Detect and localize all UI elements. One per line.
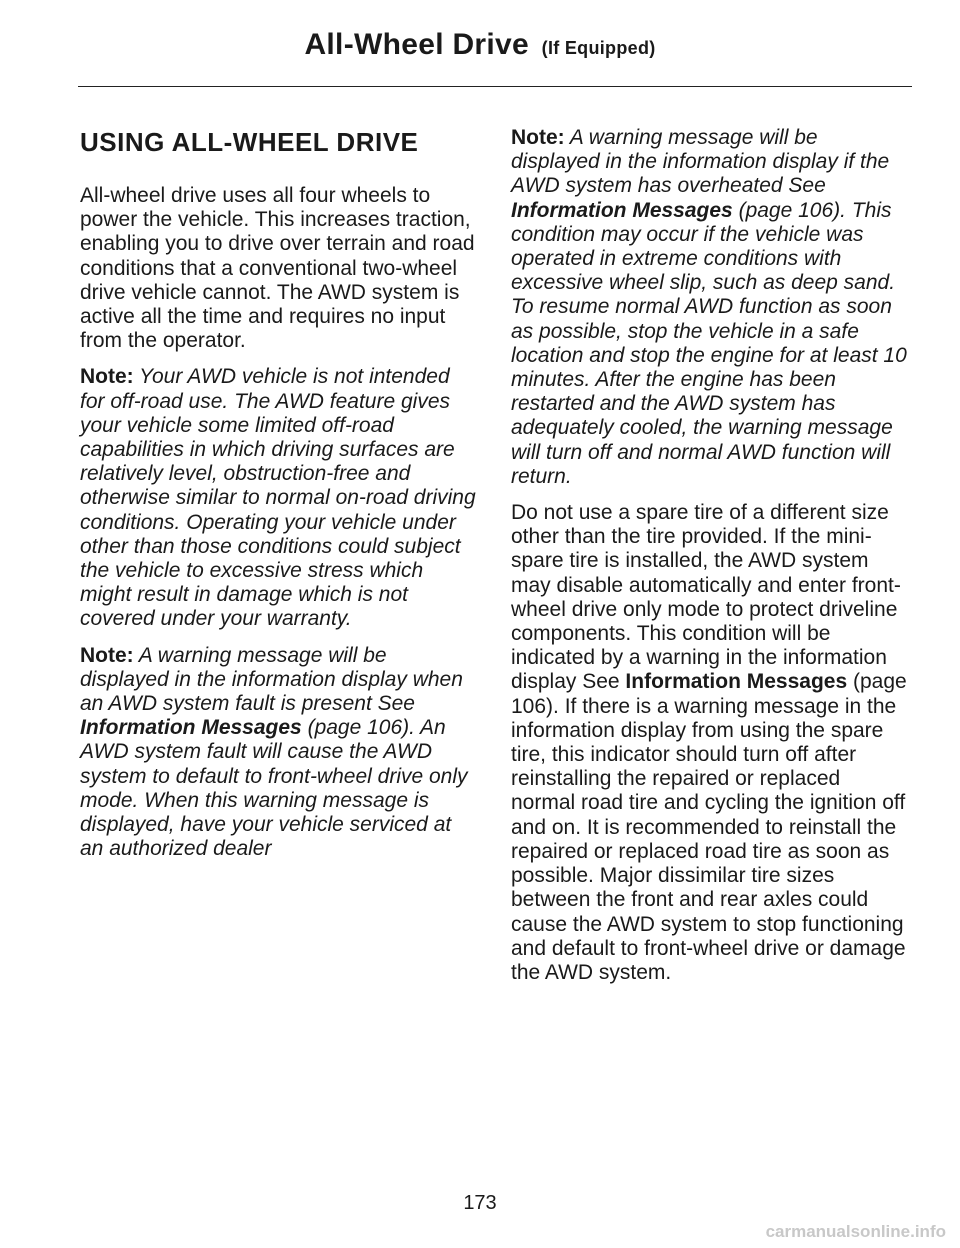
paragraph-text: Do not use a spare tire of a different size other than the tire provided. If the mini-spare tire is installed, the AWD system may disable automatically and enter front-wheel drive only mode to protect driveline components. This condition will be indicated by a warning in the information display See xyxy=(511,501,901,694)
intro-paragraph: All-wheel drive uses all four wheels to power the vehicle. This increases traction, enabling you to drive over terrain and road conditions that a conventional two-wheel drive vehicle cannot. The AWD system is active all the time and requires no input from the operator. xyxy=(80,184,475,353)
note-label: Note: xyxy=(80,365,134,389)
header-divider xyxy=(78,86,912,87)
note-offroad xyxy=(80,365,478,631)
note-text: A warning message will be displayed in the information display if the AWD system has overheated See xyxy=(511,126,890,198)
chapter-subtitle: (If Equipped) xyxy=(541,38,656,58)
note-text: (page 106). An AWD system fault will cause the AWD system to default to front-wheel drive only mode. When this warning message is displayed, have your vehicle serviced at an authorized dealer xyxy=(80,716,468,861)
left-column xyxy=(80,126,478,873)
note-fault xyxy=(80,644,478,862)
page-number: 173 xyxy=(463,1192,497,1214)
information-messages-link[interactable]: Information Messages xyxy=(511,198,733,222)
paragraph-text: (page 106). If there is a warning message in the information display from using the spare tire, this indicator should turn off after reinstalling the repaired or replaced normal road tire and cycling the ignition off and on. It is recommended to reinstall the repaired or replaced road tire as soon as possible. Major dissimilar tire sizes between the front and rear axles could cause the AWD system to stop functioning and default to front-wheel drive or damage the AWD system. xyxy=(511,670,907,984)
section-heading: USING ALL-WHEEL DRIVE xyxy=(80,127,419,157)
chapter-title: All-Wheel Drive xyxy=(304,28,530,61)
right-column xyxy=(511,126,909,997)
note-text: A warning message will be displayed in the information display when an AWD system fault is present See xyxy=(80,643,463,716)
spare-tire-paragraph xyxy=(511,501,909,985)
note-text: (page 106). This condition may occur if the vehicle was operated in extreme conditions with excessive wheel slip, such as deep sand. To resume normal AWD function as soon as possible, stop the vehicle in a safe location and stop the engine for at least 10 minutes. After the engine has been restarted and the AWD system has adequately cooled, the warning message will turn off and normal AWD function will return. xyxy=(511,198,907,488)
note-label: Note: xyxy=(80,643,134,667)
information-messages-link[interactable]: Information Messages xyxy=(625,670,848,694)
note-label: Note: xyxy=(511,126,565,149)
page-header xyxy=(0,28,960,62)
note-overheat xyxy=(511,126,909,489)
information-messages-link[interactable]: Information Messages xyxy=(80,716,302,740)
note-text: Your AWD vehicle is not intended for off-road use. The AWD feature gives your vehicle some limited off-road capabilities in which driving surfaces are relatively level, obstruction-free and otherwise similar to normal on-road driving conditions. Operating your vehicle under other than those conditions could subject the vehicle to excessive stress which might result in damage which is not covered under your warranty. xyxy=(80,365,476,631)
watermark: carmanualsonline.info xyxy=(765,1222,946,1241)
